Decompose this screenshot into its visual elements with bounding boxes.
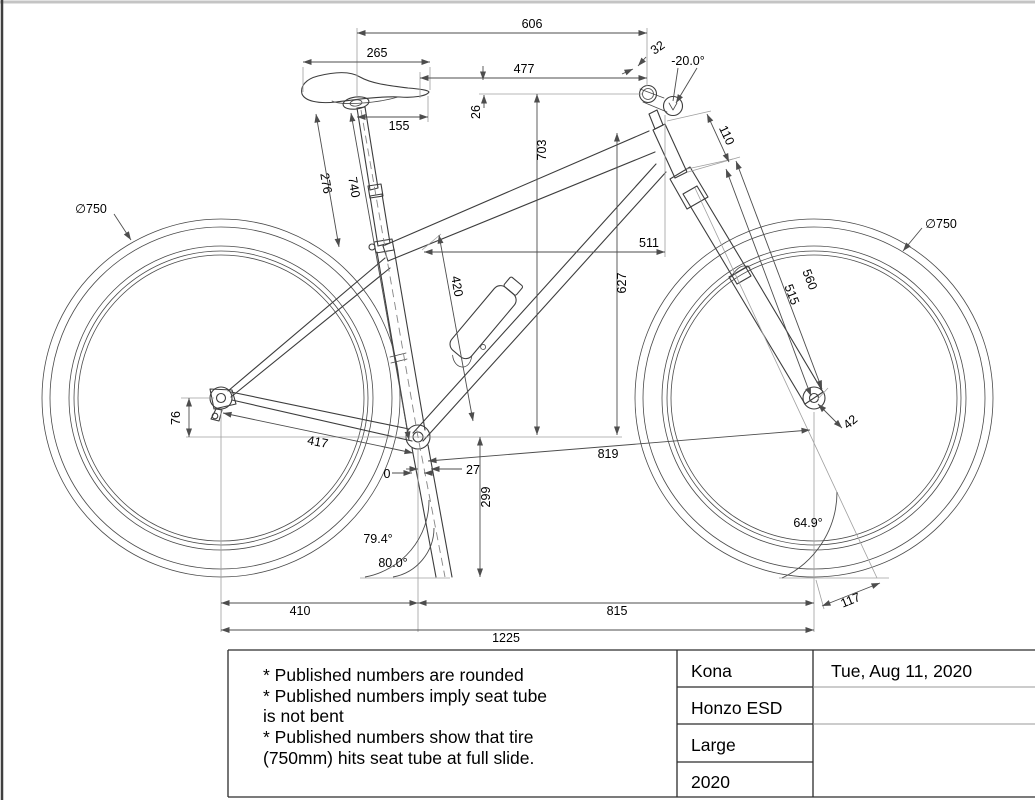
- dim-front-815: 815: [606, 604, 628, 618]
- dim-wheel-right: ∅750: [925, 217, 957, 231]
- notes: [263, 665, 547, 768]
- dim-offset-27: 27: [466, 463, 480, 477]
- dim-seat-angle-act: 80.0°: [378, 556, 408, 570]
- title-model: Honzo ESD: [691, 698, 783, 718]
- dim-chainstay-417: 417: [306, 433, 330, 451]
- note-line-2: * Published numbers imply seat tube: [263, 686, 548, 706]
- dim-saddle-to-bar: 477: [513, 62, 535, 76]
- dimension-labels: [75, 17, 957, 645]
- spacers: [649, 110, 663, 129]
- dim-head-angle: 64.9°: [793, 516, 823, 530]
- title-brand: Kona: [691, 661, 732, 681]
- frame: [228, 124, 687, 577]
- dim-fork-offset-42: 42: [840, 412, 861, 432]
- fork: [670, 167, 823, 404]
- title-size: Large: [691, 735, 736, 755]
- dim-wheel-left: ∅750: [75, 202, 107, 216]
- dim-fork-515: 515: [781, 282, 803, 307]
- dim-bb-top-627: 627: [615, 272, 629, 294]
- title-date: Tue, Aug 11, 2020: [831, 661, 973, 681]
- note-line-3: is not bent: [263, 706, 344, 726]
- title-block: [228, 650, 1035, 797]
- dim-seat-angle-eff: 79.4°: [363, 532, 393, 546]
- dim-wheelbase-1225: 1225: [492, 631, 520, 645]
- note-line-5: (750mm) hits seat tube at full slide.: [263, 748, 535, 768]
- saddle: [302, 73, 429, 111]
- dim-rear-410: 410: [289, 604, 311, 618]
- dim-drop-26: 26: [469, 105, 483, 119]
- dim-reach-511: 511: [639, 236, 659, 250]
- dim-fork-560: 560: [799, 267, 821, 292]
- dim-trail-117: 117: [838, 590, 863, 611]
- dim-stem-angle: -20.0°: [671, 54, 705, 68]
- dim-stack-703: 703: [535, 139, 549, 161]
- note-line-4: * Published numbers show that tire: [263, 727, 534, 747]
- dim-zero: 0: [383, 467, 391, 481]
- dim-saddle-length: 265: [366, 46, 388, 60]
- note-line-1: * Published numbers are rounded: [263, 665, 524, 685]
- dim-front-center-819: 819: [597, 447, 619, 461]
- dim-bb-drop-76: 76: [169, 411, 183, 425]
- dim-bar-32: 32: [647, 38, 668, 58]
- head-tube: [653, 124, 687, 178]
- dim-bb-height-299: 299: [479, 486, 493, 508]
- chain-stay: [231, 392, 409, 429]
- handlebar: [640, 86, 683, 130]
- angle-arcs: [365, 492, 837, 578]
- title-year: 2020: [691, 772, 730, 792]
- dim-top-full: 606: [521, 17, 543, 31]
- dim-saddle-clamp: 155: [388, 119, 410, 133]
- top-tube: [383, 131, 649, 246]
- dim-seat-tube-420: 420: [448, 274, 466, 298]
- down-tube: [413, 164, 656, 433]
- dim-post-exposed-276: 276: [317, 171, 335, 195]
- dim-head-tube-110: 110: [716, 123, 738, 148]
- seat-tube-axis: [361, 110, 445, 577]
- dim-post-740: 740: [345, 175, 363, 199]
